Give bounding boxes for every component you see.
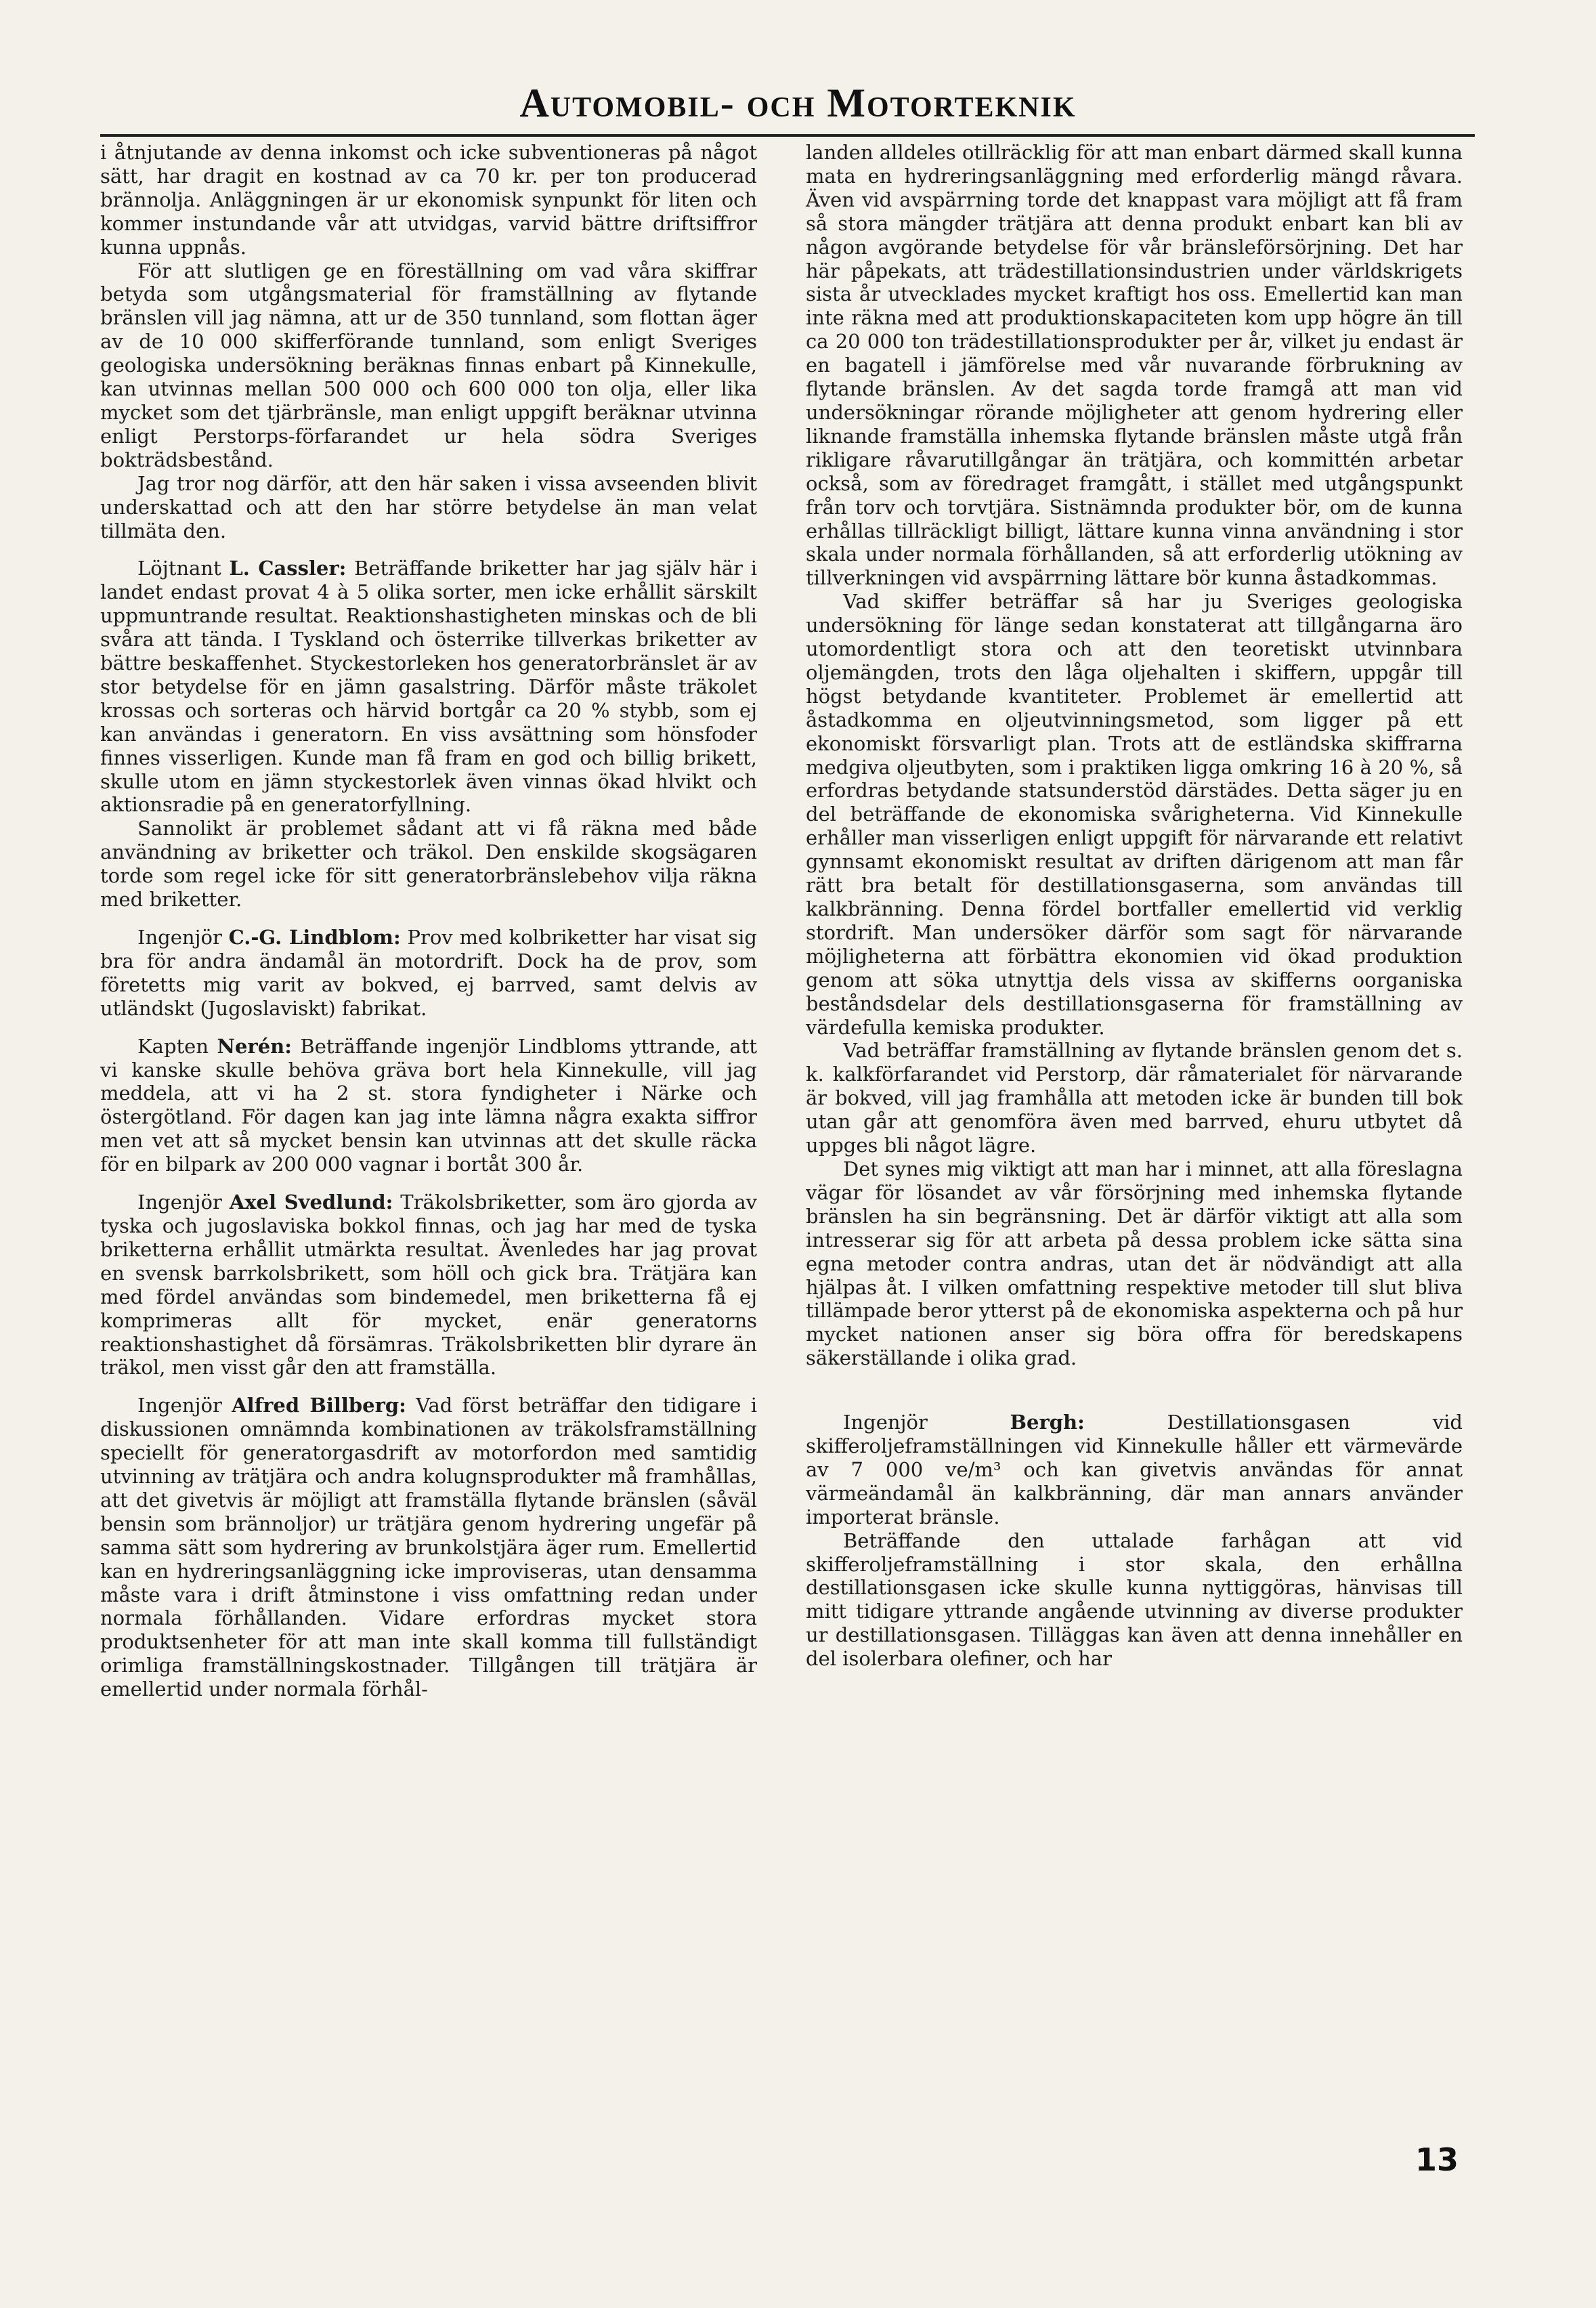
speaker-name: C.-G. Lindblom: [228,926,401,949]
header-rule [100,134,1475,137]
paragraph: Det synes mig viktigt att man har i minnet, att alla föreslagna vägar för lösandet av vår försörjning med inhemska flytande bränslen ha sin begränsning. Det är därför viktigt att alla som intresserar sig för att arbeta på dessa problem icke sätta sina egna metoder contra andras, utan det är nödvändigt att alla hjälpas åt. I vilken omfattning respektive metoder till slut bliva tillämpade beror ytterst på de ekonomiska aspekterna och på hur mycket nationen anser sig böra offra för beredskapens säkerställande i olika grad. [806,1157,1463,1370]
speaker-name: Bergh: [1010,1411,1085,1434]
speaker-title: Kapten [137,1034,217,1058]
paragraph: Jag tror nog därför, att den här saken i vissa avseenden blivit underskattad och att den har större betydelse än man velat tillmäta den. [100,471,757,542]
paragraph-text: Beträffande ingenjör Lindbloms yttrande, att vi kanske skulle behöva gräva bort hela Kinnekulle, vill jag meddela, att vi ha 2 st. stora fyndigheter i Närke och östergötland. För dagen kan jag inte lämna några exakta siffror men vet att så mycket bensin kan utvinnas att det skulle räcka för en bilpark av 200 000 vagnar i bortåt 300 år. [100,1034,757,1176]
paragraph [100,1035,757,1176]
left-column [100,141,757,1701]
speaker-name: Axel Svedlund: [229,1191,393,1214]
speaker-title: Ingenjör [137,1191,230,1214]
paragraph-text: Beträffande briketter har jag själv här i landet endast provat 4 à 5 olika sorter, men icke erhållit särskilt uppmuntrande resultat. Reaktionshastigheten minskas och de bli svåra att tända. I Tyskland och österrike tillverkas briketter av bättre beskaffenhet. Styckestorleken hos generatorbränslet är av stor betydelse för en jämn gasalstring. Därför måste träkolet krossas och sorteras och härvid bortgår ca 20 % stybb, som ej kan användas i generatorn. En viss avsättning som hönsfoder finnes visserligen. Kunde man få fram en god och billig brikett, skulle utom en jämn styckestorlek även vinnas ökad hlvikt och aktionsradie på en generatorfyllning. [100,557,757,817]
paragraph: Beträffande den uttalade farhågan att vid skifferoljeframställning i stor skala, den erhållna destillationsgasen icke skulle kunna nyttiggöras, hänvisas till mitt tidigare yttrande angående utvinning av diverse produkter ur destillationsgasen. Tilläggas kan även att denna innehåller en del isolerbara olefiner, och har [806,1529,1463,1671]
paragraph-text: Vad först beträffar den tidigare i diskussionen omnämnda kombinationen av träkolsframställning speciellt för generatorgasdrift av motorfordon med samtidig utvinning av trätjära och andra kolugnsprodukter må framhållas, att det givetvis är möjligt att framställa flytande bränslen (såväl bensin som brännoljor) ur trätjära genom hydrering ungefär på samma sätt som hydrering av brunkolstjära äger rum. Emellertid kan en hydreringsanläggning icke improviseras, utan densamma måste vara i drift åtminstone i viss omfattning redan under normala förhållanden. Vidare erfordras mycket stora produktsenheter för att man inte skall komma till fullständigt orimliga framställningskostnader. Tillgången till trätjära är emellertid under normala förhål- [100,1394,757,1701]
right-column [806,141,1463,1671]
paragraph [100,557,757,817]
speaker-title: Ingenjör [137,1394,232,1417]
paragraph: i åtnjutande av denna inkomst och icke subventioneras på något sätt, har dragit en kostnad av ca 70 kr. per ton producerad brännolja. Anläggningen är ur ekonomisk synpunkt för liten och kommer instundande vår att utvidgas, varvid bättre driftsiffror kunna uppnås. [100,141,757,259]
paragraph [100,1394,757,1701]
speaker-name: Nerén: [217,1034,292,1058]
paragraph: Vad beträffar framställning av flytande bränslen genom det s. k. kalkförfarandet vid Perstorp, där råmaterialet för närvarande är bokved, vill jag framhålla att metoden icke är bunden till bok utan går att genomföra även med barrved, ehuru utbytet då uppges bli något lägre. [806,1039,1463,1157]
paragraph [100,926,757,1021]
paragraph: För att slutligen ge en föreställning om vad våra skiffrar betyda som utgångsmaterial för framställning av flytande bränslen vill jag nämna, att ur de 350 tunnland, som flottan äger av de 10 000 skifferförande tunnland, som enligt Sveriges geologiska undersökning beräknas finnas enbart på Kinnekulle, kan utvinnas mellan 500 000 och 600 000 ton olja, eller lika mycket som det tjärbränsle, man enligt uppgift beräknar utvinna enligt Perstorps-förfarandet ur hela södra Sveriges bokträdsbestånd. [100,259,757,471]
speaker-title: Ingenjör [843,1411,1010,1434]
page-number: 13 [1415,2141,1459,2178]
paragraph [806,1411,1463,1529]
paragraph-text: Destillationsgasen vid skifferoljeframställningen vid Kinnekulle håller ett värmevärde av 7 000 ve/m³ och kan givetvis användas för annat värmeändamål än kalkbränning, där man annars använder importerat bränsle. [806,1411,1463,1529]
speaker-name: L. Cassler: [229,557,347,580]
paragraph: landen alldeles otillräcklig för att man enbart därmed skall kunna mata en hydreringsanläggning med erforderlig mängd råvara. Även vid avspärrning torde det knappast vara möjligt att få fram så stora mängder trätjära att denna produkt enbart kan bli av någon avgörande betydelse för vår bränsleförsörjning. Det har här påpekats, att trädestillationsindustrien under världskrigets sista år utvecklades mycket kraftigt hos oss. Emellertid kan man inte räkna med att produktionskapaciteten kom upp högre än till ca 20 000 ton trädestillationsprodukter per år, vilket ju endast är en bagatell i jämförelse med vår nuvarande förbrukning av flytande bränslen. Av det sagda torde framgå att man vid undersökningar rörande möjligheter att genom hydrering eller liknande framställa inhemska flytande bränslen måste utgå från rikligare råvarutillgångar än trätjära, och kommittén arbetar också, som av föredraget framgått, i stället med utgångspunkt från torv och torvtjära. Sistnämnda produkter bör, om de kunna erhållas tillräckligt billigt, lättare kunna vinna användning i stor skala under normala förhållanden, så att erforderlig utökning av tillverkningen vid avspärrning lättare bör kunna åstadkommas. [806,141,1463,590]
page-header: Automobil- och Motorteknik [519,81,1077,125]
speaker-title: Löjtnant [137,557,230,580]
paragraph-text: Träkolsbriketter, som äro gjorda av tyska och jugoslaviska bokkol finnas, och jag har med de tyska briketterna erhållit utmärkta resultat. Ävenledes har jag provat en svensk barrkolsbrikett, som höll och gick bra. Trätjära kan med fördel användas som bindemedel, men briketterna få ej komprimeras allt för mycket, enär generatorns reaktionshastighet då försämras. Träkolsbriketten blir dyrare än träkol, men visst går den att framställa. [100,1191,757,1380]
paragraph: Sannolikt är problemet sådant att vi få räkna med både användning av briketter och träkol. Den enskilde skogsägaren torde som regel icke för sitt generatorbränslebehov vilja räkna med briketter. [100,817,757,912]
paragraph-text: Prov med kolbriketter har visat sig bra för andra ändamål än motordrift. Dock ha de prov, som företetts mig varit av bokved, ej barrved, samt delvis av utländskt (Jugoslaviskt) fabrikat. [100,926,757,1020]
speaker-name: Alfred Billberg: [232,1394,406,1417]
paragraph [100,1191,757,1380]
speaker-title: Ingenjör [137,926,229,949]
paragraph: Vad skiffer beträffar så har ju Sveriges geologiska undersökning för länge sedan konstaterat att tillgångarna äro utomordentligt stora och att den teoretiskt utvinnbara oljemängden, trots den låga oljehalten i skiffern, uppgår till högst betydande kvantiteter. Problemet är emellertid att åstadkomma en oljeutvinningsmetod, som ligger på ett ekonomiskt försvarligt plan. Trots att de estländska skiffrarna medgiva oljeutbyten, som i praktiken ligga omkring 16 à 20 %, så erfordras betydande statsunderstöd därstädes. Detta säger ju en del beträffande de ekonomiska svårigheterna. Vid Kinnekulle erhåller man visserligen enligt uppgift för närvarande ett relativt gynnsamt ekonomiskt resultat av driften därigenom att man får rätt bra betalt för destillationsgaserna, som användas till kalkbränning. Denna fördel bortfaller emellertid vid verklig stordrift. Man undersöker därför som sagt för närvarande möjligheterna att förbättra ekonomien vid ökad produktion genom att söka utnyttja dels vissa av skifferns oorganiska beståndsdelar dels destillationsgaserna för framställning av värdefulla kemiska produkter. [806,590,1463,1039]
